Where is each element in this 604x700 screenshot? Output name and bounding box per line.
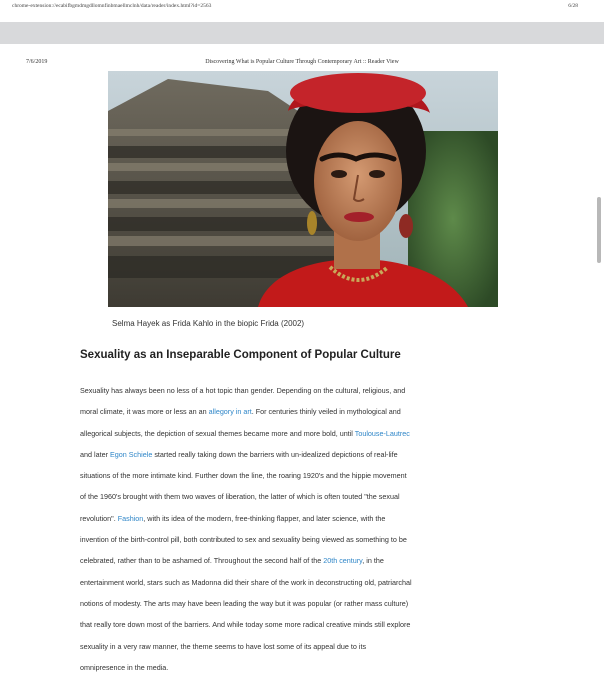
print-page-number: 6/28 (568, 3, 578, 9)
inline-link[interactable]: allegory in art (208, 407, 252, 417)
paragraph-line (80, 550, 530, 571)
paragraph-text: entertainment world, stars such as Madonna did their share of the work in deconstructing old, patriarchal (80, 577, 412, 587)
paragraph-line (80, 593, 530, 614)
browser-toolbar-band (0, 22, 604, 44)
paragraph-line (80, 614, 530, 635)
print-header (0, 0, 604, 14)
section-heading: Sexuality as an Inseparable Component of Popular Culture (80, 349, 401, 361)
paragraph-line (80, 636, 530, 657)
inline-link[interactable]: Egon Schiele (109, 449, 153, 459)
print-date: 7/6/2019 (26, 59, 48, 65)
paragraph-line (80, 423, 530, 444)
scrollbar-thumb[interactable] (597, 197, 601, 263)
paragraph-text: sexuality in a very raw manner, the theme seems to have lost some of its appeal due to its (80, 641, 367, 651)
paragraph-line (80, 572, 530, 593)
article-paragraph (80, 380, 530, 678)
paragraph-line (80, 380, 530, 401)
paragraph-text: allegorical subjects, the depiction of sexual themes became more and more bold, until (80, 428, 355, 438)
inline-link[interactable]: Toulouse-Lautrec (354, 428, 410, 438)
paragraph-text: that really tore down most of the barriers. And while today some more radical creative minds still explore (80, 620, 411, 630)
paragraph-text: started really taking down the barriers with un-idealized depictions of real-life (152, 449, 398, 459)
paragraph-line (80, 529, 530, 550)
paragraph-text: omnipresence in the media. (80, 662, 169, 672)
paragraph-line (80, 486, 530, 507)
paragraph-line (80, 508, 530, 529)
reader-view-title: Discovering What is Popular Culture Through Contemporary Art :: Reader View (205, 59, 399, 65)
paragraph-text: moral climate, it was more or less an an (80, 407, 209, 417)
inline-link[interactable]: Fashion (117, 513, 144, 523)
inline-link[interactable]: 20th century (323, 556, 363, 566)
paragraph-text: revolution". (80, 513, 118, 523)
paragraph-text: notions of modesty. The arts may have been leading the way but it was popular (or rather mass culture) (80, 598, 409, 608)
paragraph-text: and later (80, 449, 110, 459)
paragraph-line (80, 401, 530, 422)
paragraph-text: of the 1960's brought with them two waves of liberation, the latter of which is often touted "the sexual (80, 492, 400, 502)
paragraph-text: , in the (362, 556, 384, 566)
paragraph-line (80, 657, 530, 678)
frida-portrait-image (108, 71, 498, 307)
scrollbar[interactable] (594, 48, 604, 608)
paragraph-text: , with its idea of the modern, free-thinking flapper, and later science, with the (143, 513, 386, 523)
article-image (108, 71, 498, 307)
paragraph-text: Sexuality has always been no less of a hot topic than gender. Depending on the cultural, religious, and (80, 386, 406, 395)
print-url: chrome-extension://ecabifbgmdmgdllomnfinbmaellmclnh/data/reader/index.html?id=2563 (12, 3, 212, 9)
paragraph-text: situations of the more intimate kind. Further down the line, the roaring 1920's and the hippie movement (80, 471, 407, 481)
paragraph-text: celebrated, rather than to be ashamed of. Throughout the second half of the (80, 556, 324, 566)
image-caption: Selma Hayek as Frida Kahlo in the biopic Frida (2002) (112, 319, 305, 328)
paragraph-line (80, 465, 530, 486)
paragraph-text: . For centuries thinly veiled in mythological and (251, 407, 401, 417)
paragraph-line (80, 444, 530, 465)
paragraph-text: invention of the birth-control pill, both contributed to sex and sexuality being viewed as something to be (80, 535, 407, 545)
